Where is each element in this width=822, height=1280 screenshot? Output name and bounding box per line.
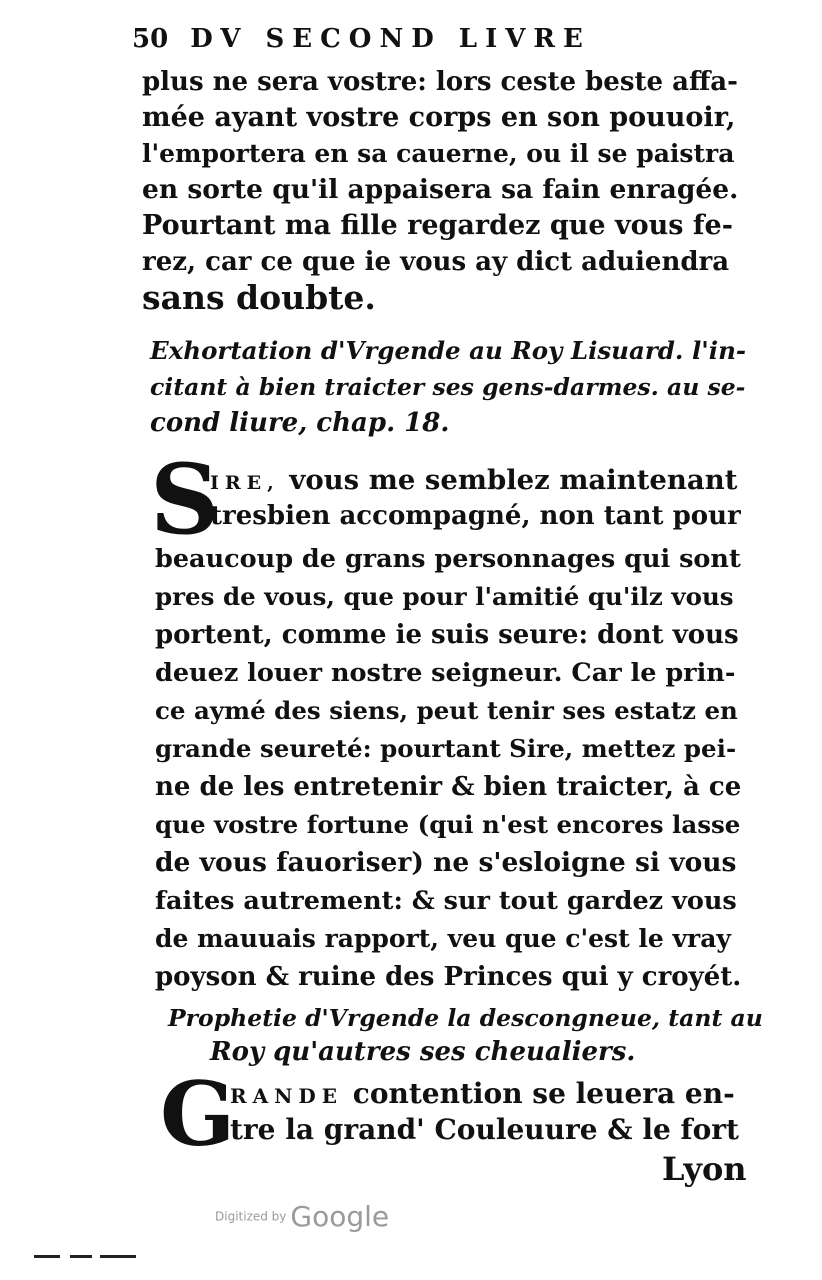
text-line: Pourtant ma fille regardez que vous fe- <box>142 210 733 241</box>
heading-line: Roy qu'autres ses cheualiers. <box>210 1037 636 1067</box>
text-line: pres de vous, que pour l'amitié qu'ilz vous <box>155 582 734 611</box>
small-caps-word: RANDE <box>230 1084 344 1108</box>
text-line: ce aymé des siens, peut tenir ses estatz en <box>155 696 738 725</box>
watermark-brand: Google <box>290 1200 390 1233</box>
digitized-watermark <box>215 1200 389 1233</box>
text-line: ne de les entretenir & bien traicter, à ce <box>155 772 742 802</box>
text-line: de vous fauoriser) ne s'esloigne si vous <box>155 847 737 878</box>
small-caps-word: IRE, <box>210 472 280 494</box>
text-line: l'emportera en sa cauerne, ou il se paistra <box>142 139 735 168</box>
text-line: portent, comme ie suis seure: dont vous <box>155 620 739 650</box>
scan-mark <box>34 1255 60 1258</box>
drop-cap: G <box>160 1062 236 1166</box>
page-number: 50 <box>132 24 169 54</box>
text-line: beaucoup de grans personnages qui sont <box>155 544 741 574</box>
text-line: que vostre fortune (qui n'est encores lasse <box>155 810 741 839</box>
running-header <box>132 24 632 54</box>
scan-mark <box>100 1255 136 1258</box>
running-title: DV SECOND LIVRE <box>190 24 591 54</box>
text-line: en sorte qu'il appaisera sa fain enragée. <box>142 174 739 205</box>
text-line: sans doubte. <box>142 278 376 317</box>
text-line: deuez louer nostre seigneur. Car le prin- <box>155 658 736 688</box>
text-line: mée ayant vostre corps en son pouuoir, <box>142 102 736 133</box>
drop-cap: S <box>150 443 220 556</box>
text-line: tresbien accompagné, non tant pour <box>210 501 741 531</box>
text-line: tre la grand' Couleuure & le fort <box>230 1113 739 1146</box>
text-line: plus ne sera vostre: lors ceste beste affa- <box>142 67 738 97</box>
text-line: de mauuais rapport, veu que c'est le vray <box>155 924 731 953</box>
watermark-prefix: Digitized by <box>215 1209 287 1224</box>
catchword: Lyon <box>662 1150 747 1188</box>
text-line: rez, car ce que ie vous ay dict aduiendra <box>142 247 730 277</box>
text-line: contention se leuera en- <box>343 1077 735 1110</box>
heading-line: cond liure, chap. 18. <box>150 408 450 438</box>
text-line: vous me semblez maintenant <box>279 464 738 496</box>
heading-line: Exhortation d'Vrgende au Roy Lisuard. l'in- <box>150 336 747 365</box>
text-line: poyson & ruine des Princes qui y croyét. <box>155 962 742 992</box>
text-line: faites autrement: & sur tout gardez vous <box>155 886 737 916</box>
text-line: grande seureté: pourtant Sire, mettez pei- <box>155 734 737 763</box>
heading-line: Prophetie d'Vrgende la descongneue, tant au <box>168 1004 763 1032</box>
heading-line: citant à bien traicter ses gens-darmes. au se- <box>150 373 746 401</box>
scan-mark <box>70 1255 92 1258</box>
